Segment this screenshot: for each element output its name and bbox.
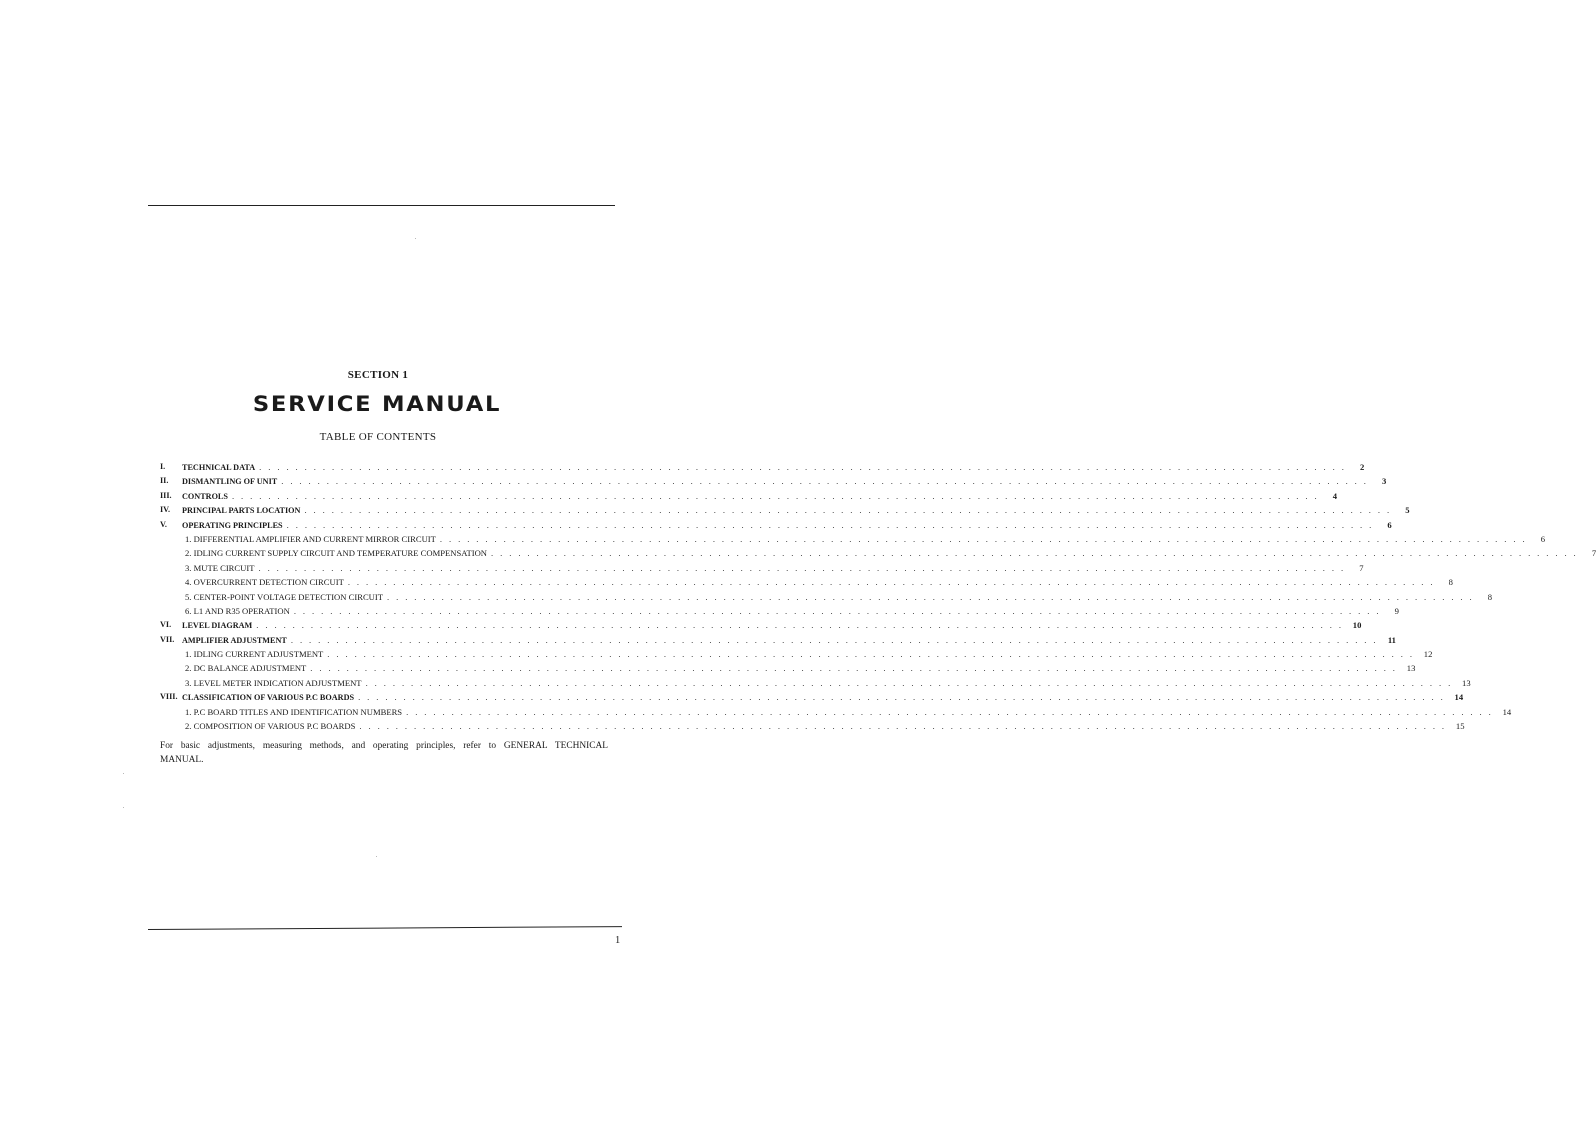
toc-leader-dots: . . . . . . . . . . . . . . . . . . . . . . . . . . . . . . . . . . . . . . . . . . . . . . . . . . . . . . . . . . . . . . . . . . . . . . . . . . . . . . . . . . . . . . . . . . . . . . . . . . . . . . . . . . . . . . . . . . . . . . . . xyxy=(286,519,1374,530)
toc-entry-number: V. xyxy=(160,519,167,529)
toc-leader-dots: . . . . . . . . . . . . . . . . . . . . . . . . . . . . . . . . . . . . . . . . . . . . . . . . . . . . . . . . . . . . . . . . . . . . . . . . . . . . . . . . . . . . . . . . . . . . . . . . . . . . . . . . . . . . . . . . . . . . . . . . xyxy=(491,548,1579,559)
toc-entry-title: LEVEL DIAGRAM xyxy=(182,621,253,631)
toc-entry-line xyxy=(182,474,1387,489)
toc-entry xyxy=(160,489,1338,503)
toc-entry-line xyxy=(185,561,1364,575)
toc-entry-title: DISMANTLING OF UNIT xyxy=(182,477,278,487)
toc-leader-dots: . . . . . . . . . . . . . . . . . . . . . . . . . . . . . . . . . . . . . . . . . . . . . . . . . . . . . . . . . . . . . . . . . . . . . . . . . . . . . . . . . . . . . . . . . . . . . . . . . . . . . . . . . . . . . . . . . . . . . . . . xyxy=(304,505,1392,516)
toc-entry-number: III. xyxy=(160,490,172,500)
toc-entry xyxy=(160,618,1362,632)
toc-entry-line xyxy=(185,604,1399,618)
toc-entry-page: 8 xyxy=(1487,591,1493,602)
top-rule xyxy=(148,205,615,206)
toc-entry-page: 9 xyxy=(1394,605,1399,616)
section-label: SECTION 1 xyxy=(347,369,409,381)
toc-subentry xyxy=(160,705,1512,719)
toc-entry-page: 12 xyxy=(1423,649,1433,660)
scan-speck xyxy=(376,856,377,857)
toc-entry-line xyxy=(182,460,1365,475)
toc-entry-number: I. xyxy=(160,462,166,471)
toc-entry xyxy=(160,460,1365,474)
scan-speck xyxy=(415,238,416,239)
toc-entry-number: VII. xyxy=(160,634,175,644)
toc-leader-dots: . . . . . . . . . . . . . . . . . . . . . . . . . . . . . . . . . . . . . . . . . . . . . . . . . . . . . . . . . . . . . . . . . . . . . . . . . . . . . . . . . . . . . . . . . . . . . . . . . . . . . . . . . . . . . . . . . . . . . . . . xyxy=(327,649,1415,660)
toc-entry-line xyxy=(185,575,1453,589)
toc-entry-page: 15 xyxy=(1455,721,1465,732)
toc-entry-title: PRINCIPAL PARTS LOCATION xyxy=(182,506,301,516)
toc-entry-line xyxy=(182,618,1362,633)
toc-subentry xyxy=(160,532,1545,546)
toc-entry-title: CLASSIFICATION OF VARIOUS P.C BOARDS xyxy=(182,693,355,703)
toc-entry-title: 4. OVERCURRENT DETECTION CIRCUIT xyxy=(185,577,344,588)
toc-entry-page: 6 xyxy=(1540,533,1545,544)
toc-entry-title: 2. DC BALANCE ADJUSTMENT xyxy=(185,663,307,674)
toc-entry-title: 6. L1 AND R35 OPERATION xyxy=(185,605,290,616)
toc-entry-page: 14 xyxy=(1502,706,1512,717)
toc-entry-number: VI. xyxy=(160,620,172,630)
toc-entry-title: TECHNICAL DATA xyxy=(182,463,256,472)
toc-entry-line xyxy=(182,489,1338,504)
toc-entry-title: 5. CENTER-POINT VOLTAGE DETECTION CIRCUIT xyxy=(185,591,383,602)
toc-entry xyxy=(160,503,1410,517)
toc-entry-title: CONTROLS xyxy=(182,491,228,501)
toc-leader-dots: . . . . . . . . . . . . . . . . . . . . . . . . . . . . . . . . . . . . . . . . . . . . . . . . . . . . . . . . . . . . . . . . . . . . . . . . . . . . . . . . . . . . . . . . . . . . . . . . . . . . . . . . . . . . . . . . . . . . . . . . xyxy=(310,663,1398,674)
scan-speck xyxy=(123,773,124,774)
toc-entry-page: 13 xyxy=(1406,663,1416,674)
toc-subentry xyxy=(160,647,1433,661)
toc-entry-line xyxy=(182,633,1396,648)
toc-subentry xyxy=(160,590,1493,604)
toc-entry-title: 1. IDLING CURRENT ADJUSTMENT xyxy=(185,649,324,660)
toc-entry-page: 7 xyxy=(1591,548,1596,559)
toc-subentry xyxy=(160,719,1465,733)
toc-leader-dots: . . . . . . . . . . . . . . . . . . . . . . . . . . . . . . . . . . . . . . . . . . . . . . . . . . . . . . . . . . . . . . . . . . . . . . . . . . . . . . . . . . . . . . . . . . . . . . . . . . . . . . . . . . . . . . . . . . . . . . . . xyxy=(387,591,1475,602)
toc-leader-dots: . . . . . . . . . . . . . . . . . . . . . . . . . . . . . . . . . . . . . . . . . . . . . . . . . . . . . . . . . . . . . . . . . . . . . . . . . . . . . . . . . . . . . . . . . . . . . . . . . . . . . . . . . . . . . . . . . . . . . . . . xyxy=(281,476,1369,487)
toc-entry-line xyxy=(185,719,1465,733)
toc-entry-line xyxy=(185,647,1433,661)
toc-entry-title: 3. LEVEL METER INDICATION ADJUSTMENT xyxy=(185,677,362,688)
toc-entry-page: 4 xyxy=(1332,490,1338,501)
toc-leader-dots: . . . . . . . . . . . . . . . . . . . . . . . . . . . . . . . . . . . . . . . . . . . . . . . . . . . . . . . . . . . . . . . . . . . . . . . . . . . . . . . . . . . . . . . . . . . . . . . . . . . . . . . . . . . . . . . . . . . . . . . . xyxy=(293,605,1381,616)
toc-entry-line xyxy=(182,690,1464,705)
toc-leader-dots: . . . . . . . . . . . . . . . . . . . . . . . . . . . . . . . . . . . . . . . . . . . . . . . . . . . . . . . . . . . . . . . . . . . . . . . . . . . . . . . . . . . . . . . . . . . . . . . . . . . . . . . . . . . . . . . . . . . . . . . . xyxy=(256,620,1344,631)
toc-entry-title: 3. MUTE CIRCUIT xyxy=(185,562,255,573)
toc-entry-page: 8 xyxy=(1448,577,1453,588)
toc-subentry xyxy=(160,561,1364,575)
toc-entry-line xyxy=(185,532,1545,546)
toc-leader-dots: . . . . . . . . . . . . . . . . . . . . . . . . . . . . . . . . . . . . . . . . . . . . . . . . . . . . . . . . . . . . . . . . . . . . . . . . . . . . . . . . . . . . . . . . . . . . . . . . . . . . . . . . . . . . . . . . . . . . . . . . xyxy=(439,533,1527,544)
toc-subentry xyxy=(160,546,1596,560)
toc-subentry xyxy=(160,661,1416,675)
toc-entry-line xyxy=(185,676,1471,690)
toc-entry-page: 14 xyxy=(1454,692,1464,703)
toc-entry xyxy=(160,518,1392,532)
toc-entry-page: 11 xyxy=(1387,634,1396,645)
reference-note: For basic adjustments, measuring methods, and operating principles, refer to GENERAL TECHNICAL MANUAL. xyxy=(160,741,608,765)
toc-heading: TABLE OF CONTENTS xyxy=(319,431,437,443)
toc-entry-line xyxy=(185,590,1493,604)
toc-entry-title: 2. IDLING CURRENT SUPPLY CIRCUIT AND TEMPERATURE COMPENSATION xyxy=(185,548,488,559)
page-number: 1 xyxy=(615,935,621,946)
toc-subentry xyxy=(160,676,1471,690)
toc-entry-page: 7 xyxy=(1359,562,1364,573)
toc-entry xyxy=(160,633,1396,647)
toc-entry-page: 2 xyxy=(1359,462,1365,472)
toc-leader-dots: . . . . . . . . . . . . . . . . . . . . . . . . . . . . . . . . . . . . . . . . . . . . . . . . . . . . . . . . . . . . . . . . . . . . . . . . . . . . . . . . . . . . . . . . . . . . . . . . . . . . . . . . . . . . . . . . . . . . . . . . xyxy=(359,721,1447,732)
toc-entry-title: AMPLIFIER ADJUSTMENT xyxy=(182,635,287,645)
toc-entry-title: OPERATING PRINCIPLES xyxy=(182,520,283,530)
toc-leader-dots: . . . . . . . . . . . . . . . . . . . . . . . . . . . . . . . . . . . . . . . . . . . . . . . . . . . . . . . . . . . . . . . . . . . . . . . . . . . . . . . . . . . . . . . . . . . . . . . . . . . . . . . . . . . . . . . . . . . . . . . . xyxy=(259,462,1347,472)
toc-entry xyxy=(160,690,1464,704)
toc-entry-page: 3 xyxy=(1382,476,1387,487)
toc-entry-line xyxy=(185,705,1512,719)
toc-entry-title: 1. DIFFERENTIAL AMPLIFIER AND CURRENT MIRROR CIRCUIT xyxy=(185,533,436,544)
bottom-rule xyxy=(148,926,622,930)
toc-entry-page: 10 xyxy=(1352,620,1362,631)
table-of-contents xyxy=(160,460,1596,733)
toc-leader-dots: . . . . . . . . . . . . . . . . . . . . . . . . . . . . . . . . . . . . . . . . . . . . . . . . . . . . . . . . . . . . . . . . . . . . . . . . . . . . . . . . . . . . . . . . . . . . . . . . . . . . . . . . . . . . . . . . . . . . . . . . xyxy=(258,562,1346,573)
toc-entry-line xyxy=(182,503,1410,518)
toc-entry-title: 1. P.C BOARD TITLES AND IDENTIFICATION NUMBERS xyxy=(185,706,403,717)
toc-leader-dots: . . . . . . . . . . . . . . . . . . . . . . . . . . . . . . . . . . . . . . . . . . . . . . . . . . . . . . . . . . . . . . . . . . . . . . . . . . . . . . . . . . . . . . . . . . . . . . . . . . . . . . . . . . . . . . . . . . . . . . . . xyxy=(365,677,1453,688)
toc-entry-number: II. xyxy=(160,476,169,486)
toc-leader-dots: . . . . . . . . . . . . . . . . . . . . . . . . . . . . . . . . . . . . . . . . . . . . . . . . . . . . . . . . . . . . . . . . . . . . . . . . . . . . . . . . . . . . . . . . . . . . . . . . . . . . . . . . . . . . . . . . . . . . . . . . xyxy=(347,577,1435,588)
toc-entry-line xyxy=(185,546,1596,560)
toc-entry-number: IV. xyxy=(160,505,171,515)
toc-leader-dots: . . . . . . . . . . . . . . . . . . . . . . . . . . . . . . . . . . . . . . . . . . . . . . . . . . . . . . . . . . . . . . . . . . . . . . . . . . . . . . . . . . . . . . . . . . . . . . . . . . . . . . . . . . . . . . . . . . . . . . . . xyxy=(231,490,1320,501)
page-title: SERVICE MANUAL xyxy=(252,392,502,416)
toc-entry-title: 2. COMPOSITION OF VARIOUS P.C BOARDS xyxy=(185,721,356,732)
toc-entry-line xyxy=(182,518,1392,533)
toc-subentry xyxy=(160,604,1399,618)
scan-speck xyxy=(123,807,124,808)
toc-entry-page: 6 xyxy=(1387,519,1392,530)
toc-entry-page: 5 xyxy=(1405,505,1410,516)
toc-entry-line xyxy=(185,661,1416,675)
toc-entry xyxy=(160,474,1387,488)
toc-subentry xyxy=(160,575,1453,589)
toc-entry-page: 13 xyxy=(1462,677,1471,688)
toc-leader-dots: . . . . . . . . . . . . . . . . . . . . . . . . . . . . . . . . . . . . . . . . . . . . . . . . . . . . . . . . . . . . . . . . . . . . . . . . . . . . . . . . . . . . . . . . . . . . . . . . . . . . . . . . . . . . . . . . . . . . . . . . xyxy=(290,634,1378,645)
toc-entry-number: VIII. xyxy=(160,692,178,702)
toc-leader-dots: . . . . . . . . . . . . . . . . . . . . . . . . . . . . . . . . . . . . . . . . . . . . . . . . . . . . . . . . . . . . . . . . . . . . . . . . . . . . . . . . . . . . . . . . . . . . . . . . . . . . . . . . . . . . . . . . . . . . . . . . xyxy=(358,692,1446,703)
toc-leader-dots: . . . . . . . . . . . . . . . . . . . . . . . . . . . . . . . . . . . . . . . . . . . . . . . . . . . . . . . . . . . . . . . . . . . . . . . . . . . . . . . . . . . . . . . . . . . . . . . . . . . . . . . . . . . . . . . . . . . . . . . . xyxy=(406,706,1494,717)
